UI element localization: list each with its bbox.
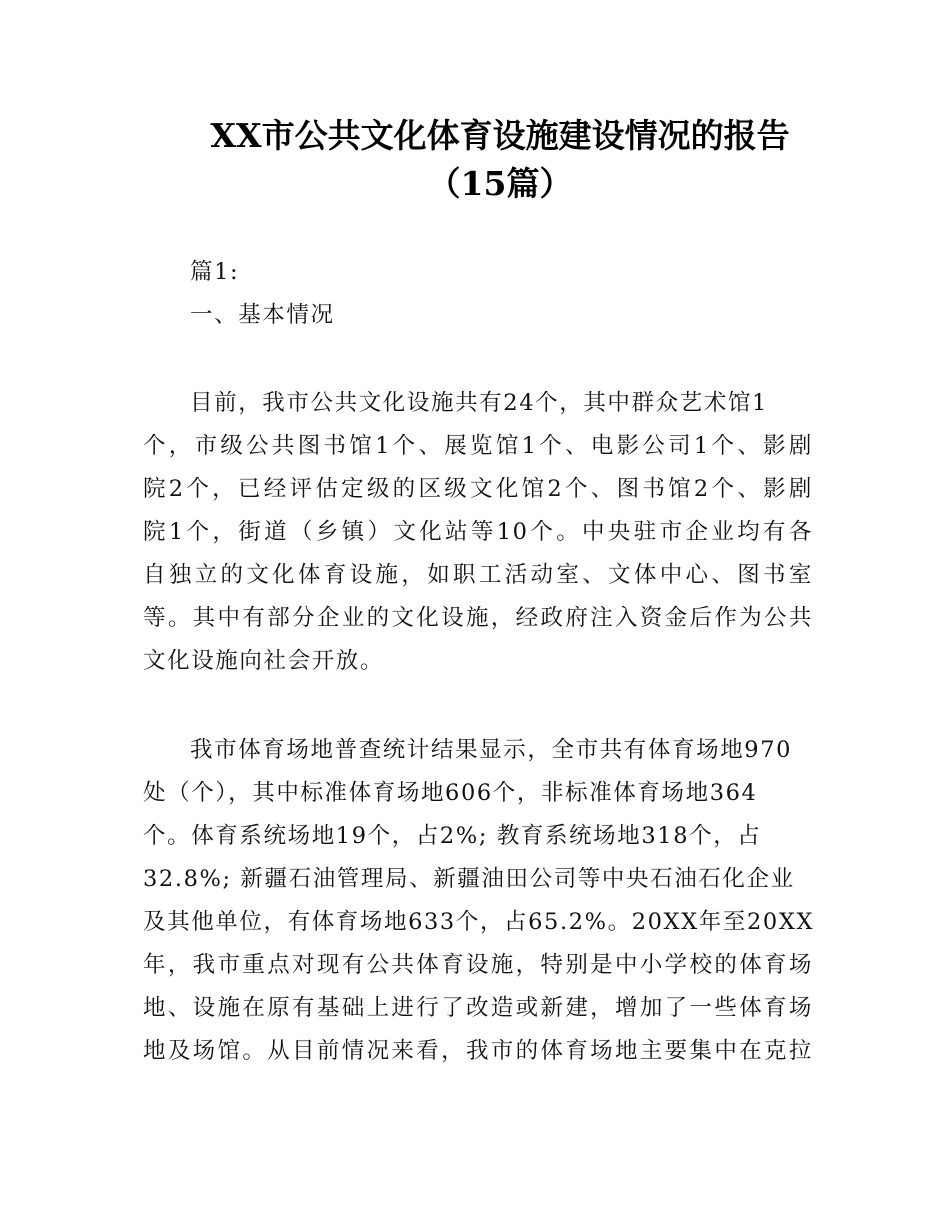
- paragraph-2-line: 年，我市重点对现有公共体育设施，特别是中小学校的体育场: [143, 952, 813, 978]
- paragraph-2-line: 及其他单位，有体育场地633个，占65.2%。20XX年至20XX: [143, 909, 815, 935]
- paragraph-2-line: 个。体育系统场地19个，占2%; 教育系统场地318个，占: [143, 823, 762, 849]
- paragraph-1-line: 院1个，街道（乡镇）文化站等10个。中央驻市企业均有各: [143, 519, 813, 545]
- paragraph-1-line: 等。其中有部分企业的文化设施，经政府注入资金后作为公共: [143, 605, 813, 631]
- paragraph-1-line: 自独立的文化体育设施，如职工活动室、文体中心、图书室: [143, 562, 813, 588]
- chapter-label: 篇1:: [190, 259, 240, 285]
- document-title: [140, 112, 860, 208]
- paragraph-2-line: 地及场馆。从目前情况来看，我市的体育场地主要集中在克拉: [143, 1038, 813, 1064]
- paragraph-2-line: 地、设施在原有基础上进行了改造或新建，增加了一些体育场: [143, 995, 813, 1021]
- paragraph-2-line: 我市体育场地普查统计结果显示，全市共有体育场地970: [190, 737, 793, 763]
- paragraph-1-line: 文化设施向社会开放。: [143, 648, 385, 674]
- paragraph-2-line: 处（个），其中标准体育场地606个，非标准体育场地364: [143, 780, 758, 806]
- document-title-line-2: （15篇）: [427, 164, 573, 203]
- document-title-line-1: XX市公共文化体育设施建设情况的报告: [210, 116, 790, 155]
- paragraph-1-line: 目前，我市公共文化设施共有24个，其中群众艺术馆1: [190, 390, 768, 416]
- paragraph-1-line: 个，市级公共图书馆1个、展览馆1个、电影公司1个、影剧: [143, 433, 813, 459]
- paragraph-2-line: 32.8%; 新疆石油管理局、新疆油田公司等中央石油石化企业: [143, 866, 795, 892]
- section-heading: 一、基本情况: [190, 302, 335, 328]
- paragraph-1-line: 院2个，已经评估定级的区级文化馆2个、图书馆2个、影剧: [143, 476, 813, 502]
